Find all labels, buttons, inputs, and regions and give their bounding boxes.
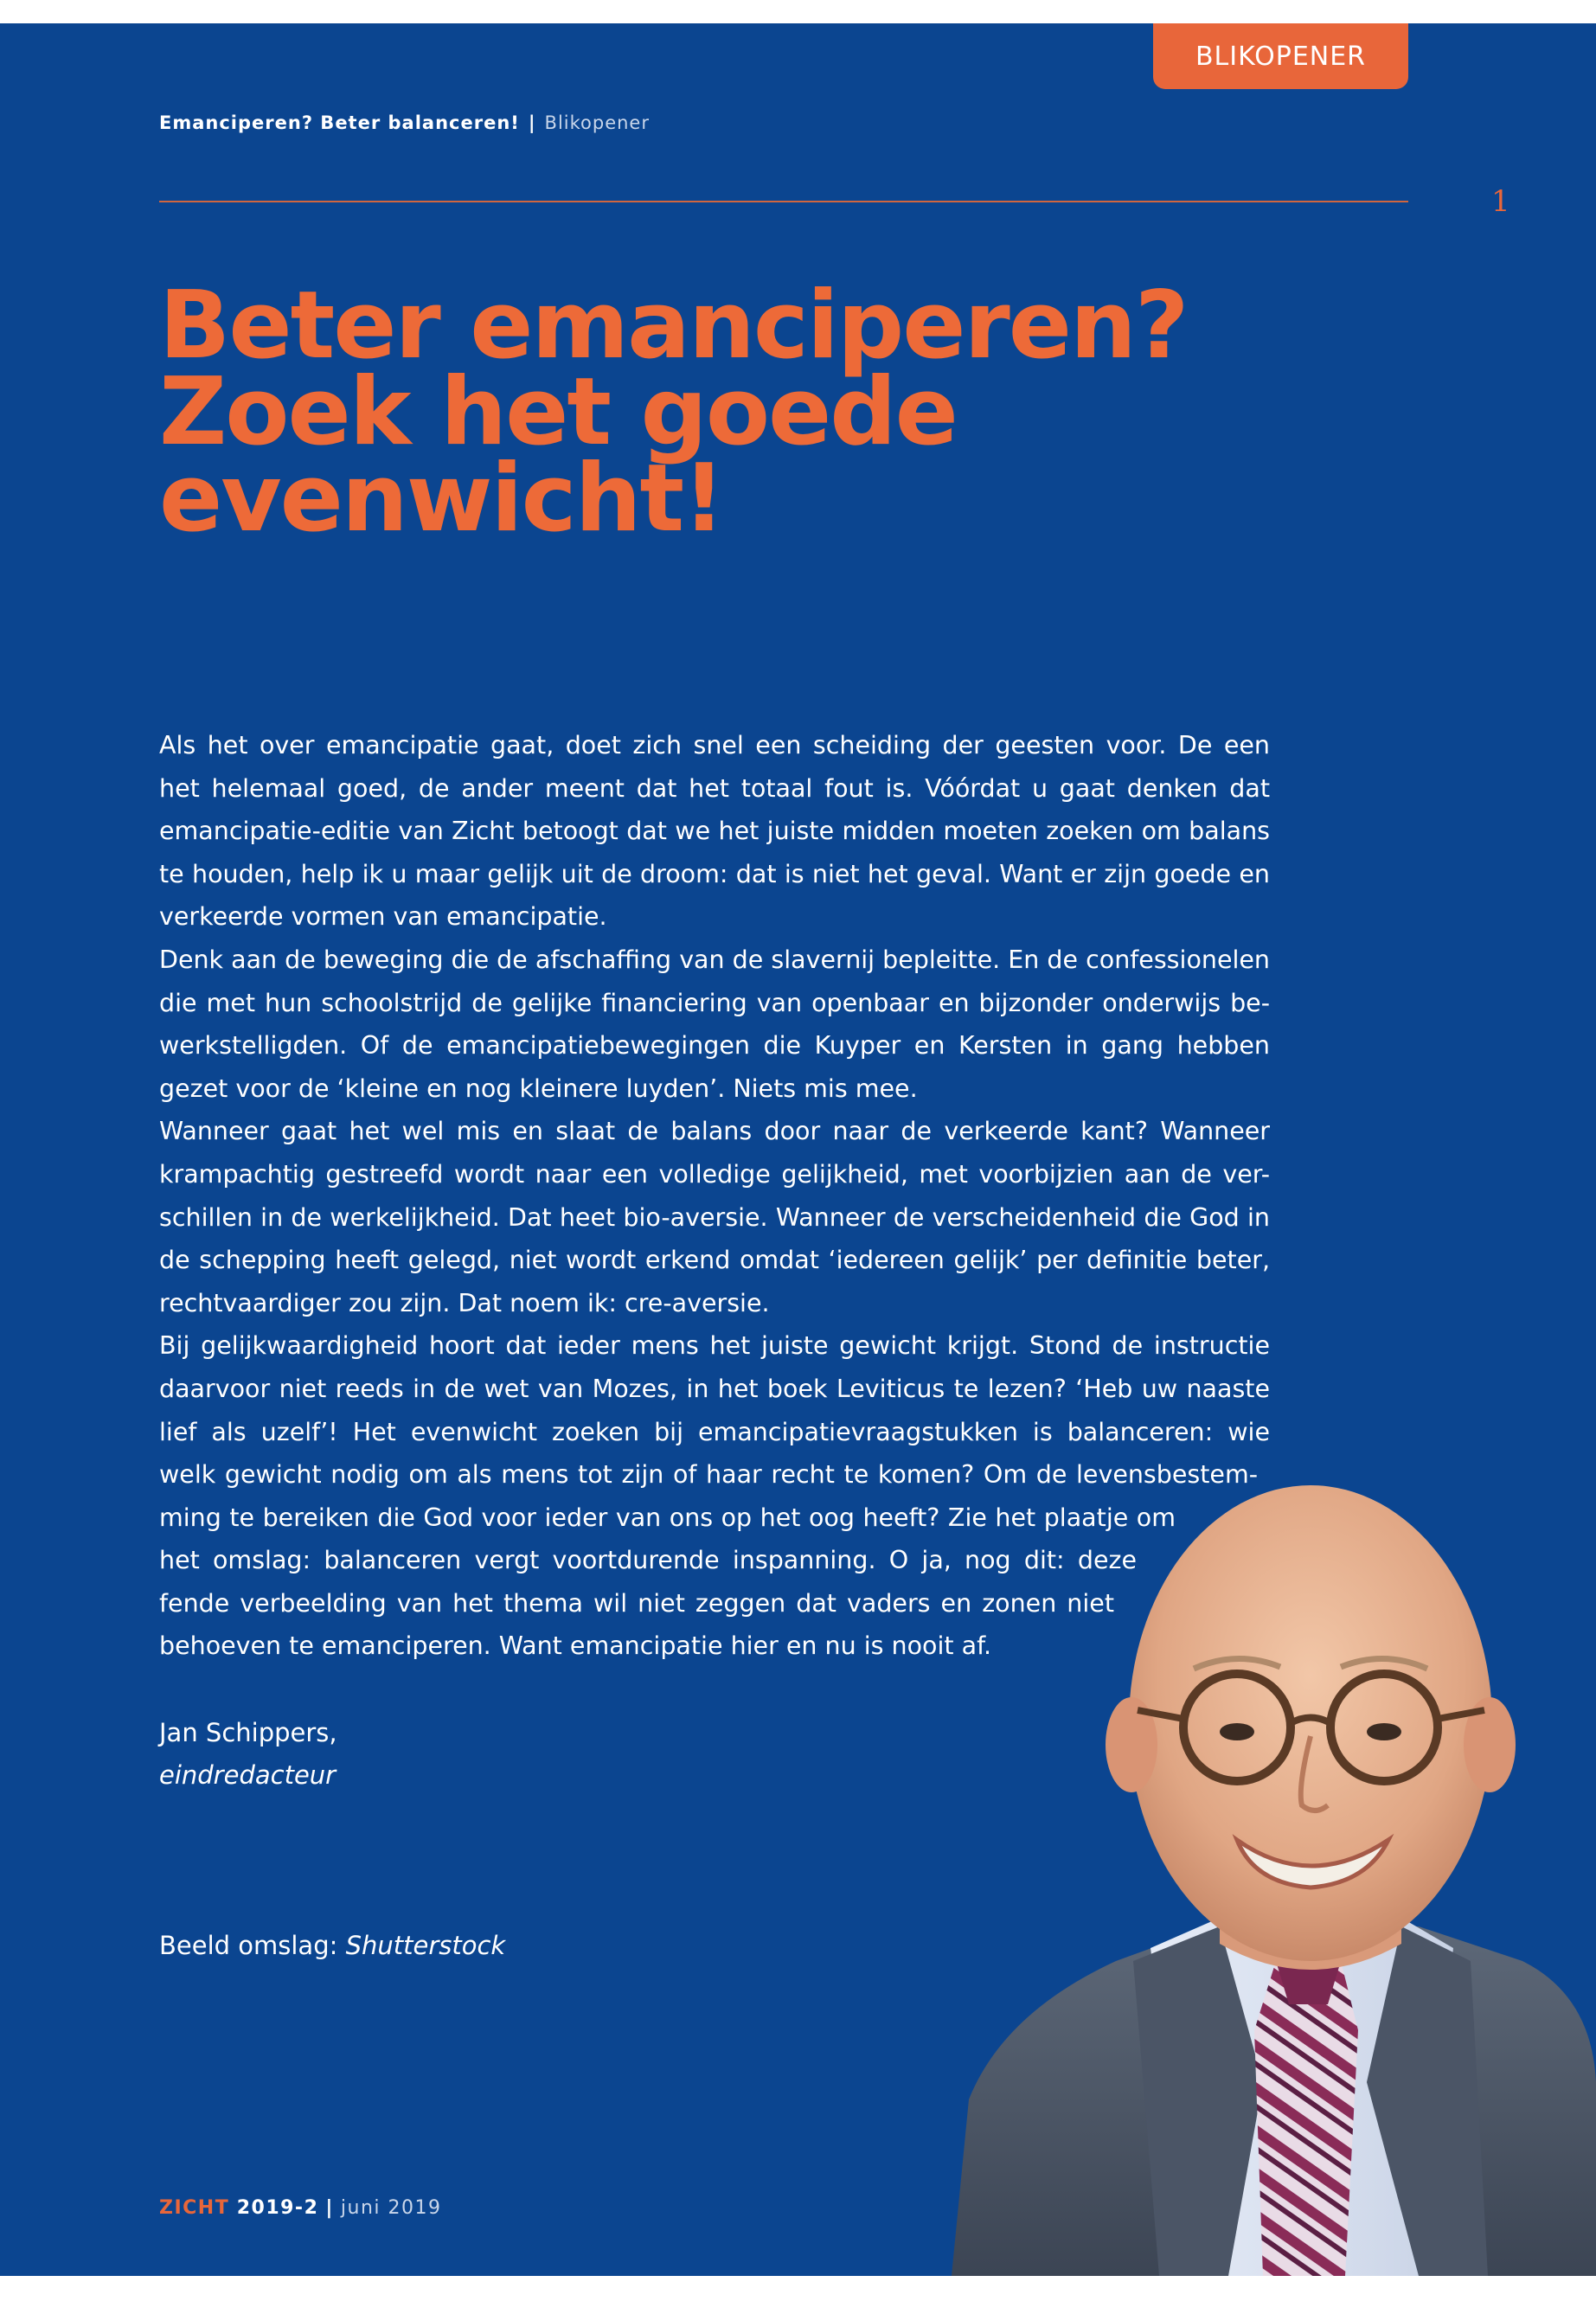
title-line: Zoek het goede (159, 358, 957, 466)
page-number: 1 (1491, 184, 1510, 219)
body-line: Denk aan de beweging die de afschaffing van de slavernij bepleitte. En de confessionelen (159, 945, 1270, 974)
body-line: schillen in de werkelijkheid. Dat heet bio-aversie. Wanneer de verscheidenheid die God in (159, 1202, 1270, 1232)
body-line: Bij gelijkwaardigheid hoort dat ieder mens het juiste gewicht krijgt. Stond de instructie (159, 1331, 1270, 1361)
body-line: de schepping heeft gelegd, niet wordt erkend omdat ‘iedereen gelijk’ per definitie beter, (159, 1246, 1270, 1275)
body-line: te houden, help ik u maar gelijk uit de droom: dat is niet het geval. Want er zijn goede en (159, 859, 1270, 888)
header-rule (159, 201, 1408, 202)
author-role: eindredacteur (159, 1760, 337, 1790)
body-line: fende verbeelding van het thema wil niet zeggen dat vaders en zonen niet (159, 1588, 1114, 1618)
running-header (159, 112, 650, 133)
body-line: verkeerde vormen van emancipatie. (159, 902, 607, 932)
footer-issue: 2019-2 (236, 2197, 319, 2219)
credit-label: Beeld omslag: (159, 1931, 346, 1960)
section-tab (1153, 23, 1408, 89)
section-tab-label: BLIKOPENER (1195, 41, 1367, 72)
running-title: Emanciperen? Beter balanceren! (159, 112, 520, 133)
header-separator: | (528, 112, 536, 133)
author-signature (159, 1712, 337, 1797)
body-line: het omslag: balanceren vergt voortdurende inspanning. O ja, nog dit: deze (159, 1546, 1137, 1575)
body-line: behoeven te emanciperen. Want emancipatie hier en nu is nooit af. (159, 1631, 992, 1661)
body-line: rechtvaardiger zou zijn. Dat noem ik: cre-aversie. (159, 1288, 770, 1317)
title-line: Beter emanciperen? (159, 272, 1188, 380)
body-line: die met hun schoolstrijd de gelijke financiering van openbaar en bijzonder onderwijs be- (159, 988, 1270, 1017)
title-line: evenwicht! (159, 445, 724, 553)
credit-source: Shutterstock (345, 1931, 506, 1960)
magazine-page (0, 23, 1596, 2276)
footer-brand: ZICHT (159, 2197, 230, 2219)
author-portrait-photo (934, 1477, 1596, 2276)
body-line: daarvoor niet reeds in de wet van Mozes, in het boek Leviticus te lezen? ‘Heb uw naaste (159, 1374, 1270, 1403)
body-line: het helemaal goed, de ander meent dat het totaal fout is. Vóórdat u gaat denken dat (159, 773, 1270, 803)
body-line: Wanneer gaat het wel mis en slaat de balans door naar de verkeerde kant? Wanneer (159, 1117, 1270, 1146)
running-section: Blikopener (544, 112, 650, 133)
image-credit (159, 1931, 505, 1960)
body-line: Als het over emancipatie gaat, doet zich snel een scheiding der geesten voor. De een (159, 731, 1270, 760)
body-line: welk gewicht nodig om als mens tot zijn of haar recht te komen? Om de levensbestem- (159, 1460, 1258, 1490)
article-title (159, 272, 1388, 553)
body-line: werkstelligden. Of de emancipatiebewegingen die Kuyper en Kersten in gang hebben (159, 1031, 1270, 1061)
footer-date: juni 2019 (340, 2197, 442, 2219)
author-name: Jan Schippers, (159, 1718, 337, 1747)
body-line: gezet voor de ‘kleine en nog kleinere luyden’. Niets mis mee. (159, 1074, 918, 1103)
page-footer (159, 2197, 442, 2219)
footer-separator: | (325, 2197, 334, 2219)
body-line: ming te bereiken die God voor ieder van ons op het oog heeft? Zie het plaatje om (159, 1503, 1176, 1532)
body-line: emancipatie-editie van Zicht betoogt dat we het juiste midden moeten zoeken om balans (159, 817, 1270, 846)
body-line: krampachtig gestreefd wordt naar een volledige gelijkheid, met voorbijzien aan de ver- (159, 1159, 1270, 1189)
body-line: lief als uzelf’! Het evenwicht zoeken bij emancipatievraagstukken is balanceren: wie (159, 1417, 1270, 1446)
